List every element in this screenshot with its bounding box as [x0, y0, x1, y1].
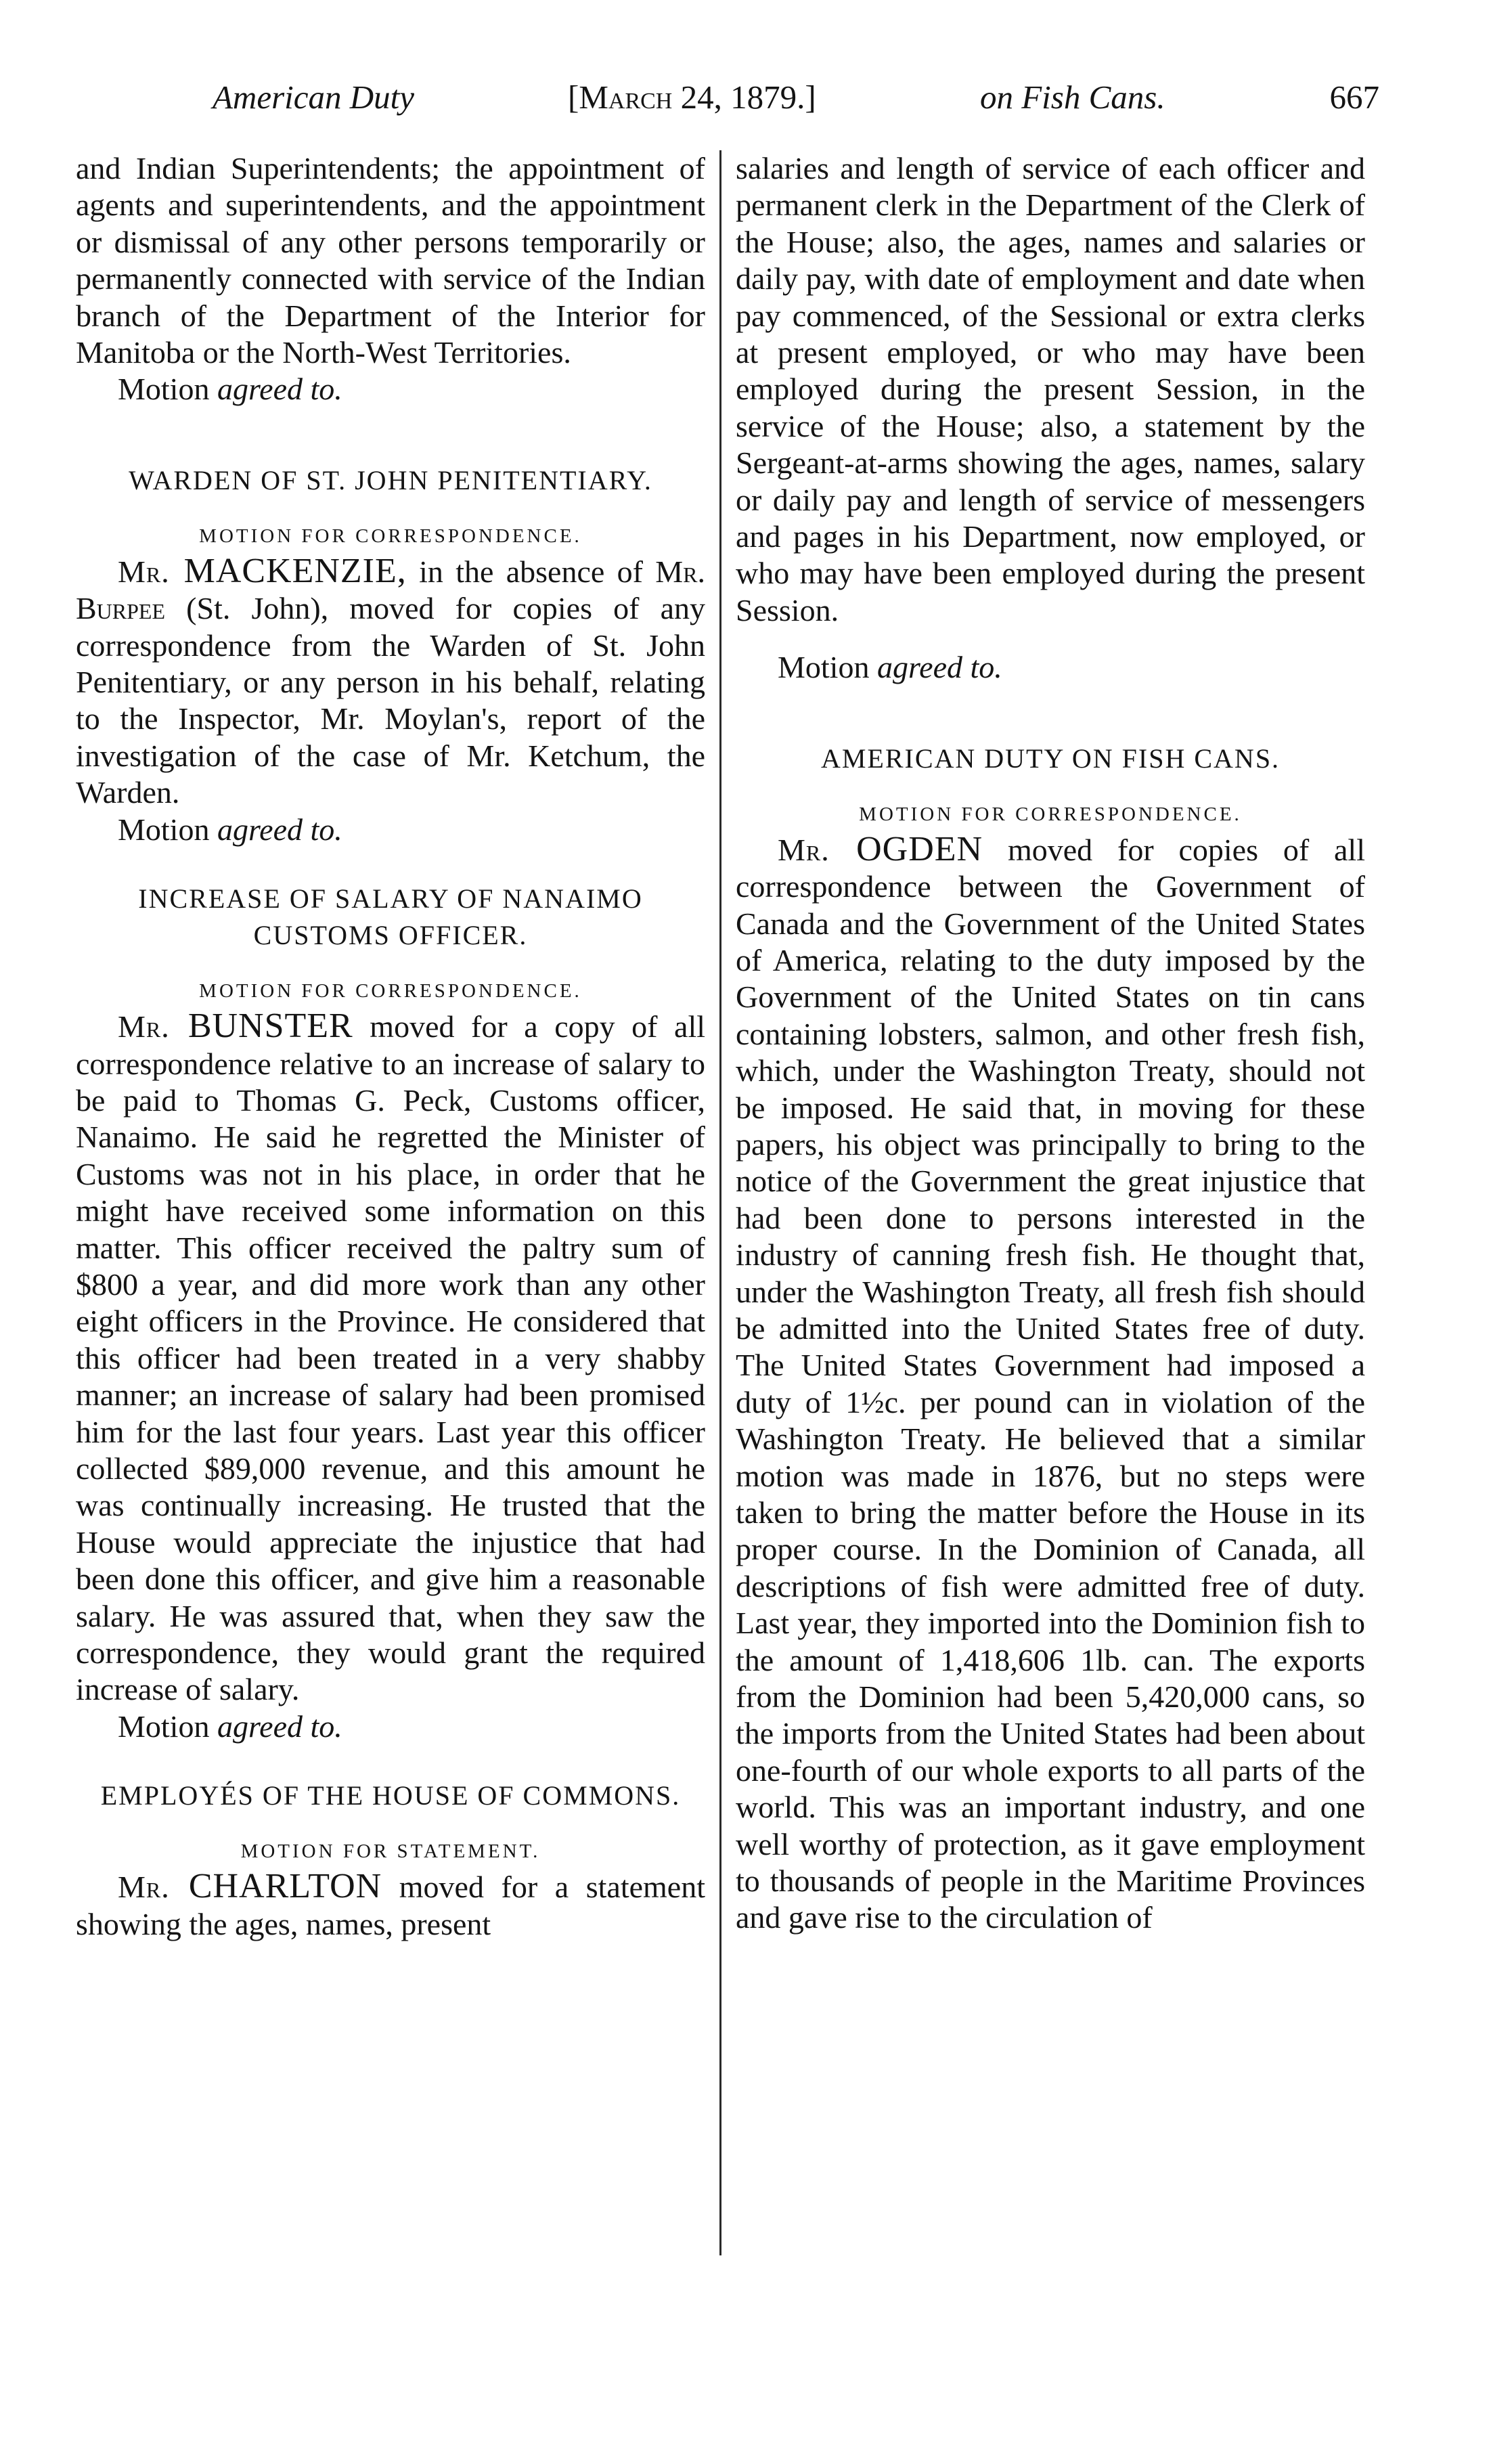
left-column — [76, 150, 705, 1943]
running-header — [76, 73, 1379, 122]
speaker-name: Mr. MACKENZIE, — [118, 551, 407, 590]
continuation-paragraph: salaries and length of service of each officer and permanent clerk in the Department of the Clerk of the House; also, the ages, names and salaries or daily pay, with date of employment and date when pay commenced, of the Sessional or extra clerks at present employed, or who may have been employed during the present Session, in the service of the House; also, a statement by the Sergeant-at-arms showing the ages, names, salary or daily pay and length of service of messengers and pages in his Department, now employed, or who may have been employed during the present Session. — [736, 151, 1365, 627]
section-heading-nanaimo: INCREASE OF SALARY OF NANAIMO CUSTOMS OFFICER. — [138, 883, 643, 951]
speaker-name: Mr. BUNSTER — [118, 1007, 353, 1046]
column-divider — [719, 150, 721, 2255]
section-heading-fish-cans: AMERICAN DUTY ON FISH CANS. — [820, 743, 1281, 774]
motion-agreed: agreed to. — [217, 372, 342, 407]
header-left-title: American Duty — [213, 79, 414, 116]
section-subheading-nanaimo: MOTION FOR CORRESPONDENCE. — [199, 980, 582, 1002]
speaker-name: Mr. CHARLTON — [118, 1867, 382, 1906]
motion-result — [76, 371, 705, 407]
motion-word: Motion — [118, 372, 210, 407]
section-heading-warden: WARDEN OF ST. JOHN PENITENTIARY. — [129, 464, 652, 495]
section-heading-employes: EMPLOYÉS OF THE HOUSE OF COMMONS. — [100, 1780, 681, 1811]
section-subheading-fish-cans: MOTION FOR CORRESPONDENCE. — [859, 803, 1242, 825]
right-column — [736, 150, 1365, 1937]
speech-ogden: Mr. OGDEN moved for copies of all correspondence between the Government of Canada and the Government of the United States of America, relating to the duty imposed by the Government of the United States on tin cans containing lobsters, salmon, and other fresh fish, which, under the Washington Treaty, should not be imposed. He said that, in moving for these papers, his object was principally to bring to the notice of the Government the great injustice that had been done to persons interested in the industry of canning fresh fish. He thought that, under the Washington Treaty, all fresh fish should be admitted into the United States free of duty. The United States Government had imposed a duty of 1½c. per pound can in violation of the Washington Treaty. He believed that a similar motion was made in 1876, but no steps were taken to bring the matter before the House in its proper course. In the Dominion of Canada, all descriptions of fish were admitted free of duty. Last year, they imported into the Dominion fish to the amount of 1,418,606 1lb. can. The exports from the Dominion had been 5,420,000 cans, so the imports from the United States had been about one-fourth of our whole exports to all parts of the world. This was an important industry, and one well worthy of protection, as it gave employment to thousands of people in the Maritime Provinces and gave rise to the circulation of — [736, 829, 1365, 1935]
motion-result: Motion agreed to. — [118, 812, 342, 847]
motion-result: Motion agreed to. — [118, 1708, 342, 1744]
continuation-paragraph: and Indian Superintendents; the appointment of agents and superintendents, and the appointment or dismissal of any other persons temporarily or permanently connected with service of the Indian branch of the Department of the Interior for Manitoba or the North-West Territories. — [76, 151, 705, 370]
page-number: 667 — [1329, 79, 1379, 116]
header-date: [March 24, 1879.] — [568, 79, 816, 116]
speech-bunster: Mr. BUNSTER moved for a copy of all correspondence relative to an increase of salary to be paid to Thomas G. Peck, Customs officer, Nanaimo. He said he regretted the Minister of Customs was not in his place, in order that he might have received some information on this matter. This officer received the paltry sum of $800 a year, and did more work than any other eight officers in the Province. He considered that this officer had been treated in a very shabby manner; an increase of salary had been promised him for the last four years. Last year this officer collected $89,000 revenue, and this amount he was continually increasing. He trusted that the House would appreciate the injustice that had been done this officer, and give him a reasonable salary. He was assured that, when they saw the correspondence, they would grant the required increase of salary. — [76, 1007, 706, 1707]
section-subheading-warden: MOTION FOR CORRESPONDENCE. — [199, 525, 582, 547]
header-right-title: on Fish Cans. — [980, 79, 1165, 116]
motion-result: Motion agreed to. — [778, 650, 1002, 685]
speech-charlton: Mr. CHARLTON moved for a statement showing the ages, names, present — [76, 1867, 705, 1941]
speech-mackenzie: Mr. MACKENZIE, in the absence of Mr. Burpee (St. John), moved for copies of any correspondence from the Warden of St. John Penitentiary, or any person in his behalf, relating to the Inspector, Mr. Moylan's, report of the investigation of the case of Mr. Ketchum, the Warden. — [76, 551, 705, 810]
section-subheading-employes: MOTION FOR STATEMENT. — [240, 1840, 541, 1863]
member-name: Mr. Burpee — [76, 554, 705, 626]
speaker-name: Mr. OGDEN — [778, 829, 983, 868]
